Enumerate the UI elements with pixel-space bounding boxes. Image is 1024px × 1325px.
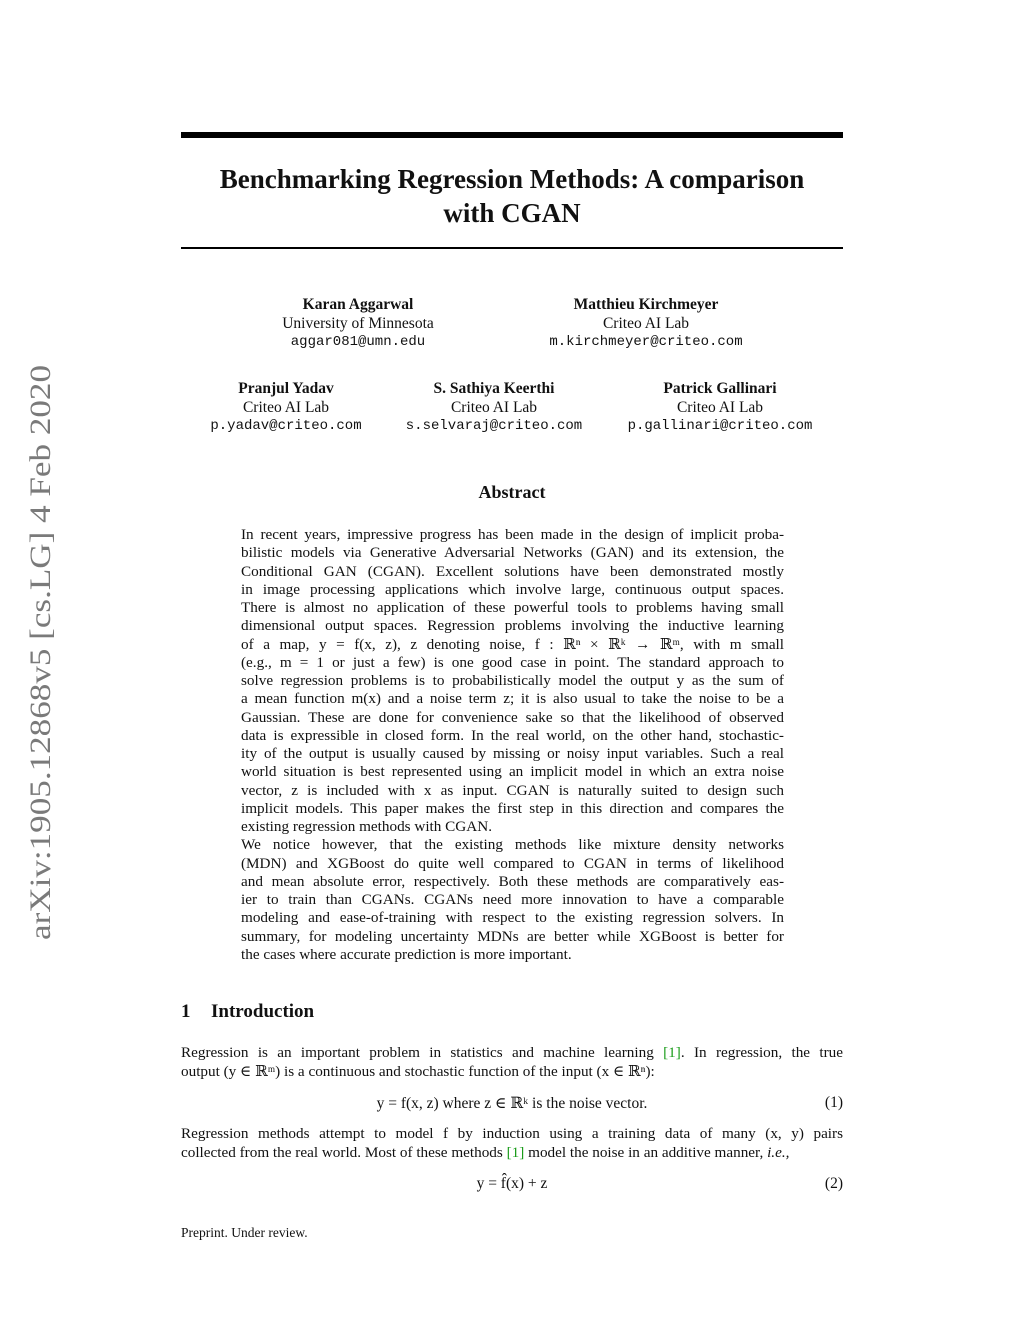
abstract-line: data is expressible in closed form. In the real world, on the other hand, stochastic-	[241, 726, 784, 744]
abstract-line: existing regression methods with CGAN.	[241, 818, 492, 835]
author-affiliation: Criteo AI Lab	[242, 398, 330, 416]
intro-paragraph-1	[181, 1044, 843, 1081]
abstract-line: vector, z is included with x as input. CGAN is naturally suited to design such	[241, 781, 784, 799]
arxiv-identifier-stamp	[20, 360, 60, 940]
abstract-line: dimensional output spaces. Regression problems involving the inductive learning	[241, 617, 784, 635]
author-block	[258, 296, 458, 352]
author-email: p.gallinari@criteo.com	[627, 418, 813, 434]
intro-line	[181, 1044, 843, 1063]
author-affiliation: University of Minnesota	[282, 314, 434, 332]
equation-1	[181, 1094, 843, 1114]
abstract-line: Gaussian. These are done for convenience sake so that the likelihood of observed	[241, 708, 784, 726]
abstract-line: the cases where accurate prediction is more important.	[241, 945, 572, 963]
preprint-footer: Preprint. Under review.	[181, 1225, 308, 1240]
abstract-line: ier to train than CGANs. CGANs need more innovation to have a comparable	[241, 891, 784, 908]
intro-line	[181, 1144, 843, 1163]
author-name: Patrick Gallinari	[663, 380, 777, 397]
abstract-line: solve regression problems is to probabilistically model the output y as the sum of	[241, 672, 784, 689]
abstract-line: in image processing applications which involve large, continuous output spaces.	[241, 580, 784, 598]
abstract-line: (MDN) and XGBoost do quite well compared to CGAN in terms of likelihood	[241, 854, 784, 872]
equation-number: (2)	[824, 1175, 843, 1192]
author-affiliation: Criteo AI Lab	[450, 398, 538, 416]
author-affiliation: Criteo AI Lab	[602, 314, 690, 332]
abstract-heading: Abstract	[478, 482, 546, 502]
abstract-line: world situation is best represented using an implicit model in which an extra noise	[241, 763, 784, 781]
abstract-line: modeling and ease-of-training with respect to the existing regression solvers. In	[241, 909, 784, 927]
equation-number: (1)	[824, 1094, 843, 1111]
equation-2	[181, 1175, 843, 1195]
abstract-line: a mean function m(x) and a noise term z; it is also usual to take the noise to be a	[241, 690, 784, 708]
author-name: Pranjul Yadav	[238, 380, 334, 397]
section-number: 1	[181, 1001, 191, 1022]
intro-line: Regression methods attempt to model f by induction using a training data of many (x, y) pairs	[181, 1125, 843, 1142]
abstract-line: implicit models. This paper makes the first step in this direction and compares the	[241, 799, 784, 817]
abstract-body	[241, 526, 784, 964]
title-top-rule	[181, 132, 843, 138]
author-block	[612, 380, 828, 436]
author-affiliation: Criteo AI Lab	[676, 398, 764, 416]
abstract-line: bilistic models via Generative Adversarial Networks (GAN) and its extension, the	[241, 544, 784, 562]
author-email: s.selvaraj@criteo.com	[405, 418, 583, 434]
author-name: S. Sathiya Keerthi	[433, 380, 555, 397]
section-heading-introduction	[181, 1001, 314, 1023]
equation-expression: y = f(x, z) where z ∈ ℝᵏ is the noise vector.	[376, 1095, 648, 1112]
text-run-italic: i.e.,	[767, 1143, 790, 1161]
abstract-line: We notice however, that the existing methods like mixture density networks	[241, 836, 784, 854]
abstract-line: Conditional GAN (CGAN). Excellent solutions have been demonstrated mostly	[241, 562, 784, 580]
abstract-line: There is almost no application of these powerful tools to problems having small	[241, 599, 784, 616]
author-block	[196, 380, 376, 436]
text-run: model the noise in an additive manner,	[524, 1143, 768, 1161]
citation-link[interactable]: [1]	[663, 1044, 681, 1061]
text-run: . In regression, the true	[680, 1044, 843, 1061]
author-email: aggar081@umn.edu	[290, 334, 426, 350]
author-name: Karan Aggarwal	[302, 296, 414, 313]
author-email: m.kirchmeyer@criteo.com	[549, 334, 743, 350]
abstract-line: summary, for modeling uncertainty MDNs are better while XGBoost is better for	[241, 927, 784, 945]
equation-expression: y = f̂(x) + z	[476, 1175, 548, 1192]
abstract-line: of a map, y = f(x, z), z denoting noise, f : ℝⁿ × ℝᵏ → ℝᵐ, with m small	[241, 635, 784, 653]
author-block	[531, 296, 761, 352]
intro-line: output (y ∈ ℝᵐ) is a continuous and stochastic function of the input (x ∈ ℝⁿ):	[181, 1062, 655, 1080]
author-name: Matthieu Kirchmeyer	[573, 296, 719, 313]
text-run: Regression is an important problem in statistics and machine learning	[181, 1044, 664, 1061]
abstract-line: (e.g., m = 1 or just a few) is one good case in point. The standard approach to	[241, 653, 784, 671]
paper-title	[181, 162, 843, 230]
abstract-line: ity of the output is usually caused by missing or noisy input variables. Such a real	[241, 745, 784, 762]
intro-paragraph-2	[181, 1125, 843, 1162]
author-block	[392, 380, 596, 436]
title-line-2: with CGAN	[443, 198, 581, 228]
abstract-line: In recent years, impressive progress has been made in the design of implicit proba-	[241, 526, 784, 543]
abstract-line: and mean absolute error, respectively. Both these methods are comparatively eas-	[241, 872, 784, 890]
title-line-1: Benchmarking Regression Methods: A comparison	[219, 164, 805, 194]
title-bottom-rule	[181, 247, 843, 249]
author-email: p.yadav@criteo.com	[210, 418, 362, 434]
arxiv-id-text: arXiv:1905.12868v5 [cs.LG] 4 Feb 2020	[24, 448, 57, 940]
section-title: Introduction	[211, 1001, 315, 1022]
citation-link[interactable]: [1]	[506, 1143, 525, 1161]
arxiv-stamp-svg	[20, 360, 60, 940]
text-run: collected from the real world. Most of these methods	[181, 1143, 507, 1161]
